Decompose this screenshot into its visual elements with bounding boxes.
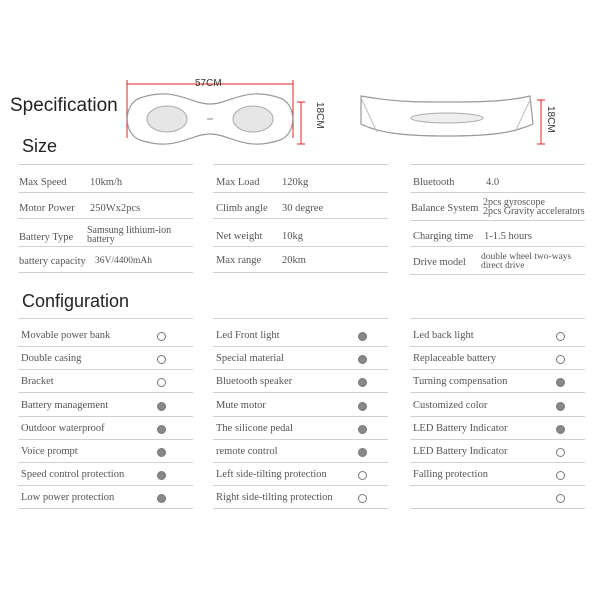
row-divider [18, 192, 193, 193]
feature-label: remote control [216, 446, 278, 457]
feature-label: Led Front light [216, 330, 280, 341]
row-divider [18, 508, 193, 509]
feature-label: Bluetooth speaker [216, 376, 293, 388]
side-view-illustration [355, 88, 555, 158]
height-dimension-right-label: 18CM [545, 106, 556, 133]
spec-label: Charging time [413, 231, 474, 242]
feature-optional-dot [157, 332, 166, 341]
feature-label: Special material [216, 353, 284, 365]
feature-included-dot [157, 402, 166, 411]
feature-optional-dot [358, 471, 367, 480]
spec-label: Max range [216, 255, 262, 266]
config-divider [213, 318, 388, 319]
feature-optional-dot [556, 332, 565, 341]
row-divider [213, 508, 388, 509]
spec-value: double wheel two-ways direct drive [481, 252, 572, 271]
spec-label: Motor Power [19, 203, 75, 214]
feature-included-dot [157, 448, 166, 457]
feature-label: Bracket [21, 376, 54, 388]
spec-value: 20km [282, 255, 306, 266]
row-divider [410, 485, 585, 486]
feature-included-dot [358, 378, 367, 387]
spec-value: 10km/h [90, 177, 123, 188]
feature-optional-dot [358, 494, 367, 503]
spec-label: Max Load [216, 177, 260, 188]
feature-included-dot [358, 448, 367, 457]
feature-label: LED Battery Indicator [413, 422, 508, 434]
row-divider [410, 392, 585, 393]
row-divider [18, 485, 193, 486]
feature-label: Customized color [413, 399, 488, 411]
feature-optional-dot [556, 494, 565, 503]
spec-row [216, 231, 388, 243]
feature-label: The silicone pedal [216, 422, 293, 434]
spec-label: Balance System [411, 203, 479, 214]
row-divider [213, 246, 388, 247]
row-divider [213, 416, 388, 417]
feature-included-dot [556, 378, 565, 387]
page-title: Specification [10, 95, 118, 116]
row-divider [18, 462, 193, 463]
height-dimension-left-label: 18CM [314, 102, 325, 129]
spec-row [411, 198, 600, 218]
spec-label: Climb angle [216, 203, 268, 214]
row-divider [213, 369, 388, 370]
feature-label: Replaceable battery [413, 353, 497, 365]
feature-included-dot [358, 332, 367, 341]
feature-included-dot [358, 355, 367, 364]
feature-label: Outdoor waterproof [21, 422, 105, 434]
row-divider [410, 416, 585, 417]
feature-included-dot [157, 425, 166, 434]
feature-label: Low power protection [21, 492, 115, 504]
spec-value: 36V/4400mAh [95, 256, 152, 266]
spec-row [19, 226, 194, 246]
config-section-title: Configuration [22, 291, 130, 311]
width-dimension-label: 57CM [195, 78, 222, 89]
height-dimension-right [539, 104, 556, 144]
feature-label: Falling protection [413, 469, 488, 481]
feature-optional-dot [556, 448, 565, 457]
feature-optional-dot [157, 378, 166, 387]
size-section-title: Size [22, 136, 58, 156]
spec-row [413, 177, 588, 189]
spec-label: Bluetooth [413, 177, 455, 188]
row-divider [18, 439, 193, 440]
row-divider [410, 369, 585, 370]
spec-label: Battery Type [19, 232, 74, 243]
row-divider [410, 220, 585, 221]
feature-included-dot [157, 471, 166, 480]
row-divider [213, 462, 388, 463]
row-divider [18, 246, 193, 247]
row-divider [18, 218, 193, 219]
row-divider [213, 192, 388, 193]
feature-included-dot [556, 402, 565, 411]
feature-included-dot [556, 425, 565, 434]
row-divider [213, 439, 388, 440]
feature-label: Right side-tilting protection [216, 492, 333, 504]
spec-value: 10kg [282, 231, 303, 242]
size-divider [18, 164, 193, 165]
feature-included-dot [157, 494, 166, 503]
height-bracket-left [296, 100, 306, 146]
row-divider [213, 272, 388, 273]
row-divider [18, 346, 193, 347]
row-divider [410, 508, 585, 509]
spec-value: 4.0 [486, 177, 500, 188]
row-divider [18, 416, 193, 417]
spec-row [216, 255, 388, 267]
spec-row [19, 256, 194, 268]
spec-value: 120kg [282, 177, 309, 188]
spec-value: 30 degree [282, 203, 324, 214]
config-divider [18, 318, 193, 319]
spec-label: Max Speed [19, 177, 67, 188]
spec-value: 1-1.5 hours [484, 231, 532, 242]
spec-row [216, 177, 388, 189]
feature-label: Battery management [21, 399, 109, 411]
spec-row [216, 203, 388, 215]
row-divider [18, 392, 193, 393]
row-divider [410, 246, 585, 247]
row-divider [18, 272, 193, 273]
spec-row [413, 253, 588, 273]
height-dimension-left [308, 100, 325, 140]
spec-row [19, 177, 194, 189]
feature-label: Led back light [413, 330, 474, 341]
row-divider [213, 392, 388, 393]
spec-value: 250Wx2pcs [90, 203, 141, 214]
feature-optional-dot [157, 355, 166, 364]
size-divider [213, 164, 388, 165]
feature-label: Speed control protection [21, 469, 125, 481]
row-divider [213, 346, 388, 347]
row-divider [18, 369, 193, 370]
feature-included-dot [358, 425, 367, 434]
feature-label: LED Battery Indicator [413, 446, 508, 457]
row-divider [410, 192, 585, 193]
config-divider [410, 318, 585, 319]
feature-optional-dot [556, 355, 565, 364]
row-divider [213, 218, 388, 219]
feature-optional-dot [556, 471, 565, 480]
row-divider [410, 462, 585, 463]
spec-row [413, 231, 588, 243]
row-divider [213, 485, 388, 486]
spec-label: Net weight [216, 231, 263, 242]
feature-label: Movable power bank [21, 330, 111, 341]
feature-label: Voice prompt [21, 446, 78, 457]
feature-label: Turning compensation [413, 376, 508, 388]
row-divider [410, 439, 585, 440]
row-divider [410, 274, 585, 275]
spec-row [19, 203, 194, 215]
spec-label: battery capacity [19, 256, 86, 267]
spec-label: Drive model [413, 257, 466, 268]
feature-label: Left side-tilting protection [216, 469, 327, 481]
spec-value: 2pcs gyroscope 2pcs Gravity accelerators [483, 197, 585, 217]
feature-label: Mute motor [216, 399, 266, 411]
spec-value: Samsung lithium-ion battery [87, 225, 172, 245]
feature-included-dot [358, 402, 367, 411]
feature-label: Double casing [21, 353, 82, 365]
size-divider [410, 164, 585, 165]
row-divider [410, 346, 585, 347]
